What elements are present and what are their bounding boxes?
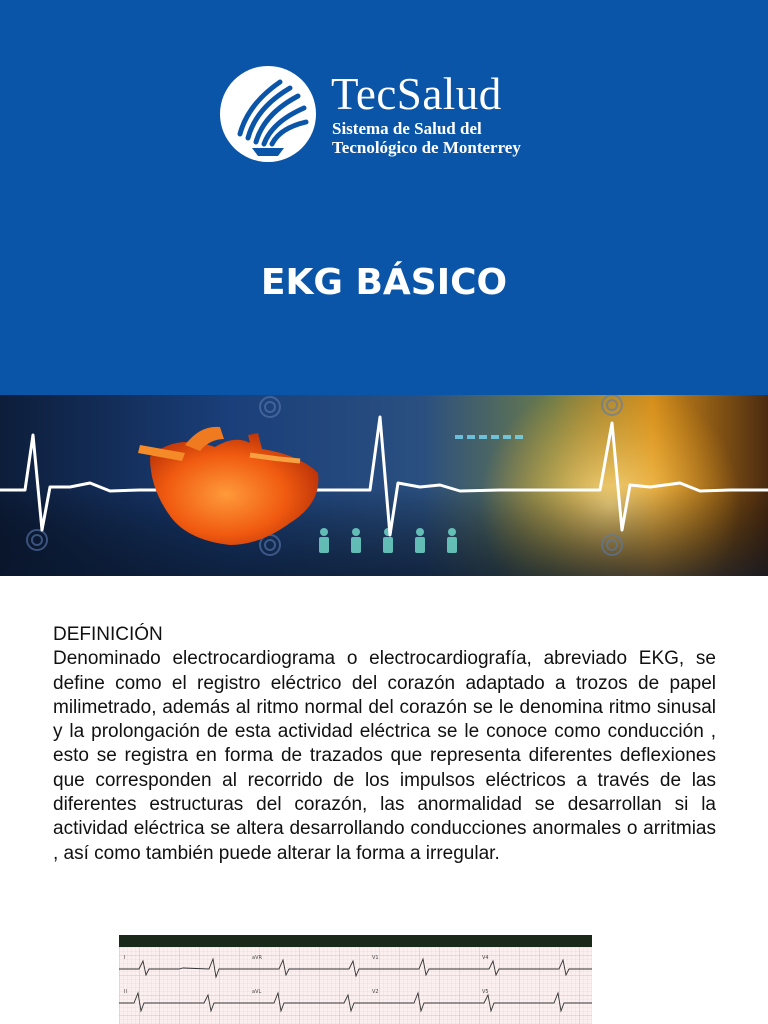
ekg-paper-strip [119, 935, 592, 1024]
svg-text:aVL: aVL [252, 989, 262, 995]
svg-text:V5: V5 [482, 989, 489, 995]
svg-text:V4: V4 [482, 955, 489, 961]
heart-ekg-illustration [0, 395, 768, 576]
heart-ekg-banner [0, 395, 768, 576]
svg-text:II: II [124, 989, 127, 995]
brand-subtitle-line1: Sistema de Salud del [332, 119, 482, 138]
brand-subtitle [332, 119, 572, 157]
brand-subtitle-line2: Tecnológico de Monterrey [332, 138, 521, 157]
definition-body: Denominado electrocardiograma o electrocardiografía, abreviado EKG, se define como el registro eléctrico del corazón adaptado a trozos de papel milimetrado, además al ritmo normal del corazón se le denomina ritmo sinusal y la prolongación de esta actividad eléctrica se le conoce como conducción , esto se registra en forma de trazados que representa diferentes deflexiones que corresponden al recorrido de los impulsos eléctricos a través de las diferentes estructuras del corazón, las anormalidad se desarrollan si la actividad eléctrica se altera desarrollando conducciones anormales o arritmias , así como también puede alterar la forma a irregular. [53, 648, 716, 864]
slide-title: EKG BÁSICO [260, 262, 508, 303]
brand-name: TecSalud [331, 69, 502, 119]
svg-text:V2: V2 [372, 989, 379, 995]
tecsalud-logo [218, 64, 558, 164]
svg-text:I: I [124, 955, 126, 961]
torch-logo-icon [218, 64, 318, 164]
svg-text:V1: V1 [372, 955, 379, 961]
ekg-trace-image [119, 935, 592, 1024]
definition-heading: DEFINICIÓN [53, 624, 163, 645]
definition-section [53, 623, 716, 866]
title-header [0, 0, 768, 395]
svg-text:aVR: aVR [252, 955, 262, 961]
